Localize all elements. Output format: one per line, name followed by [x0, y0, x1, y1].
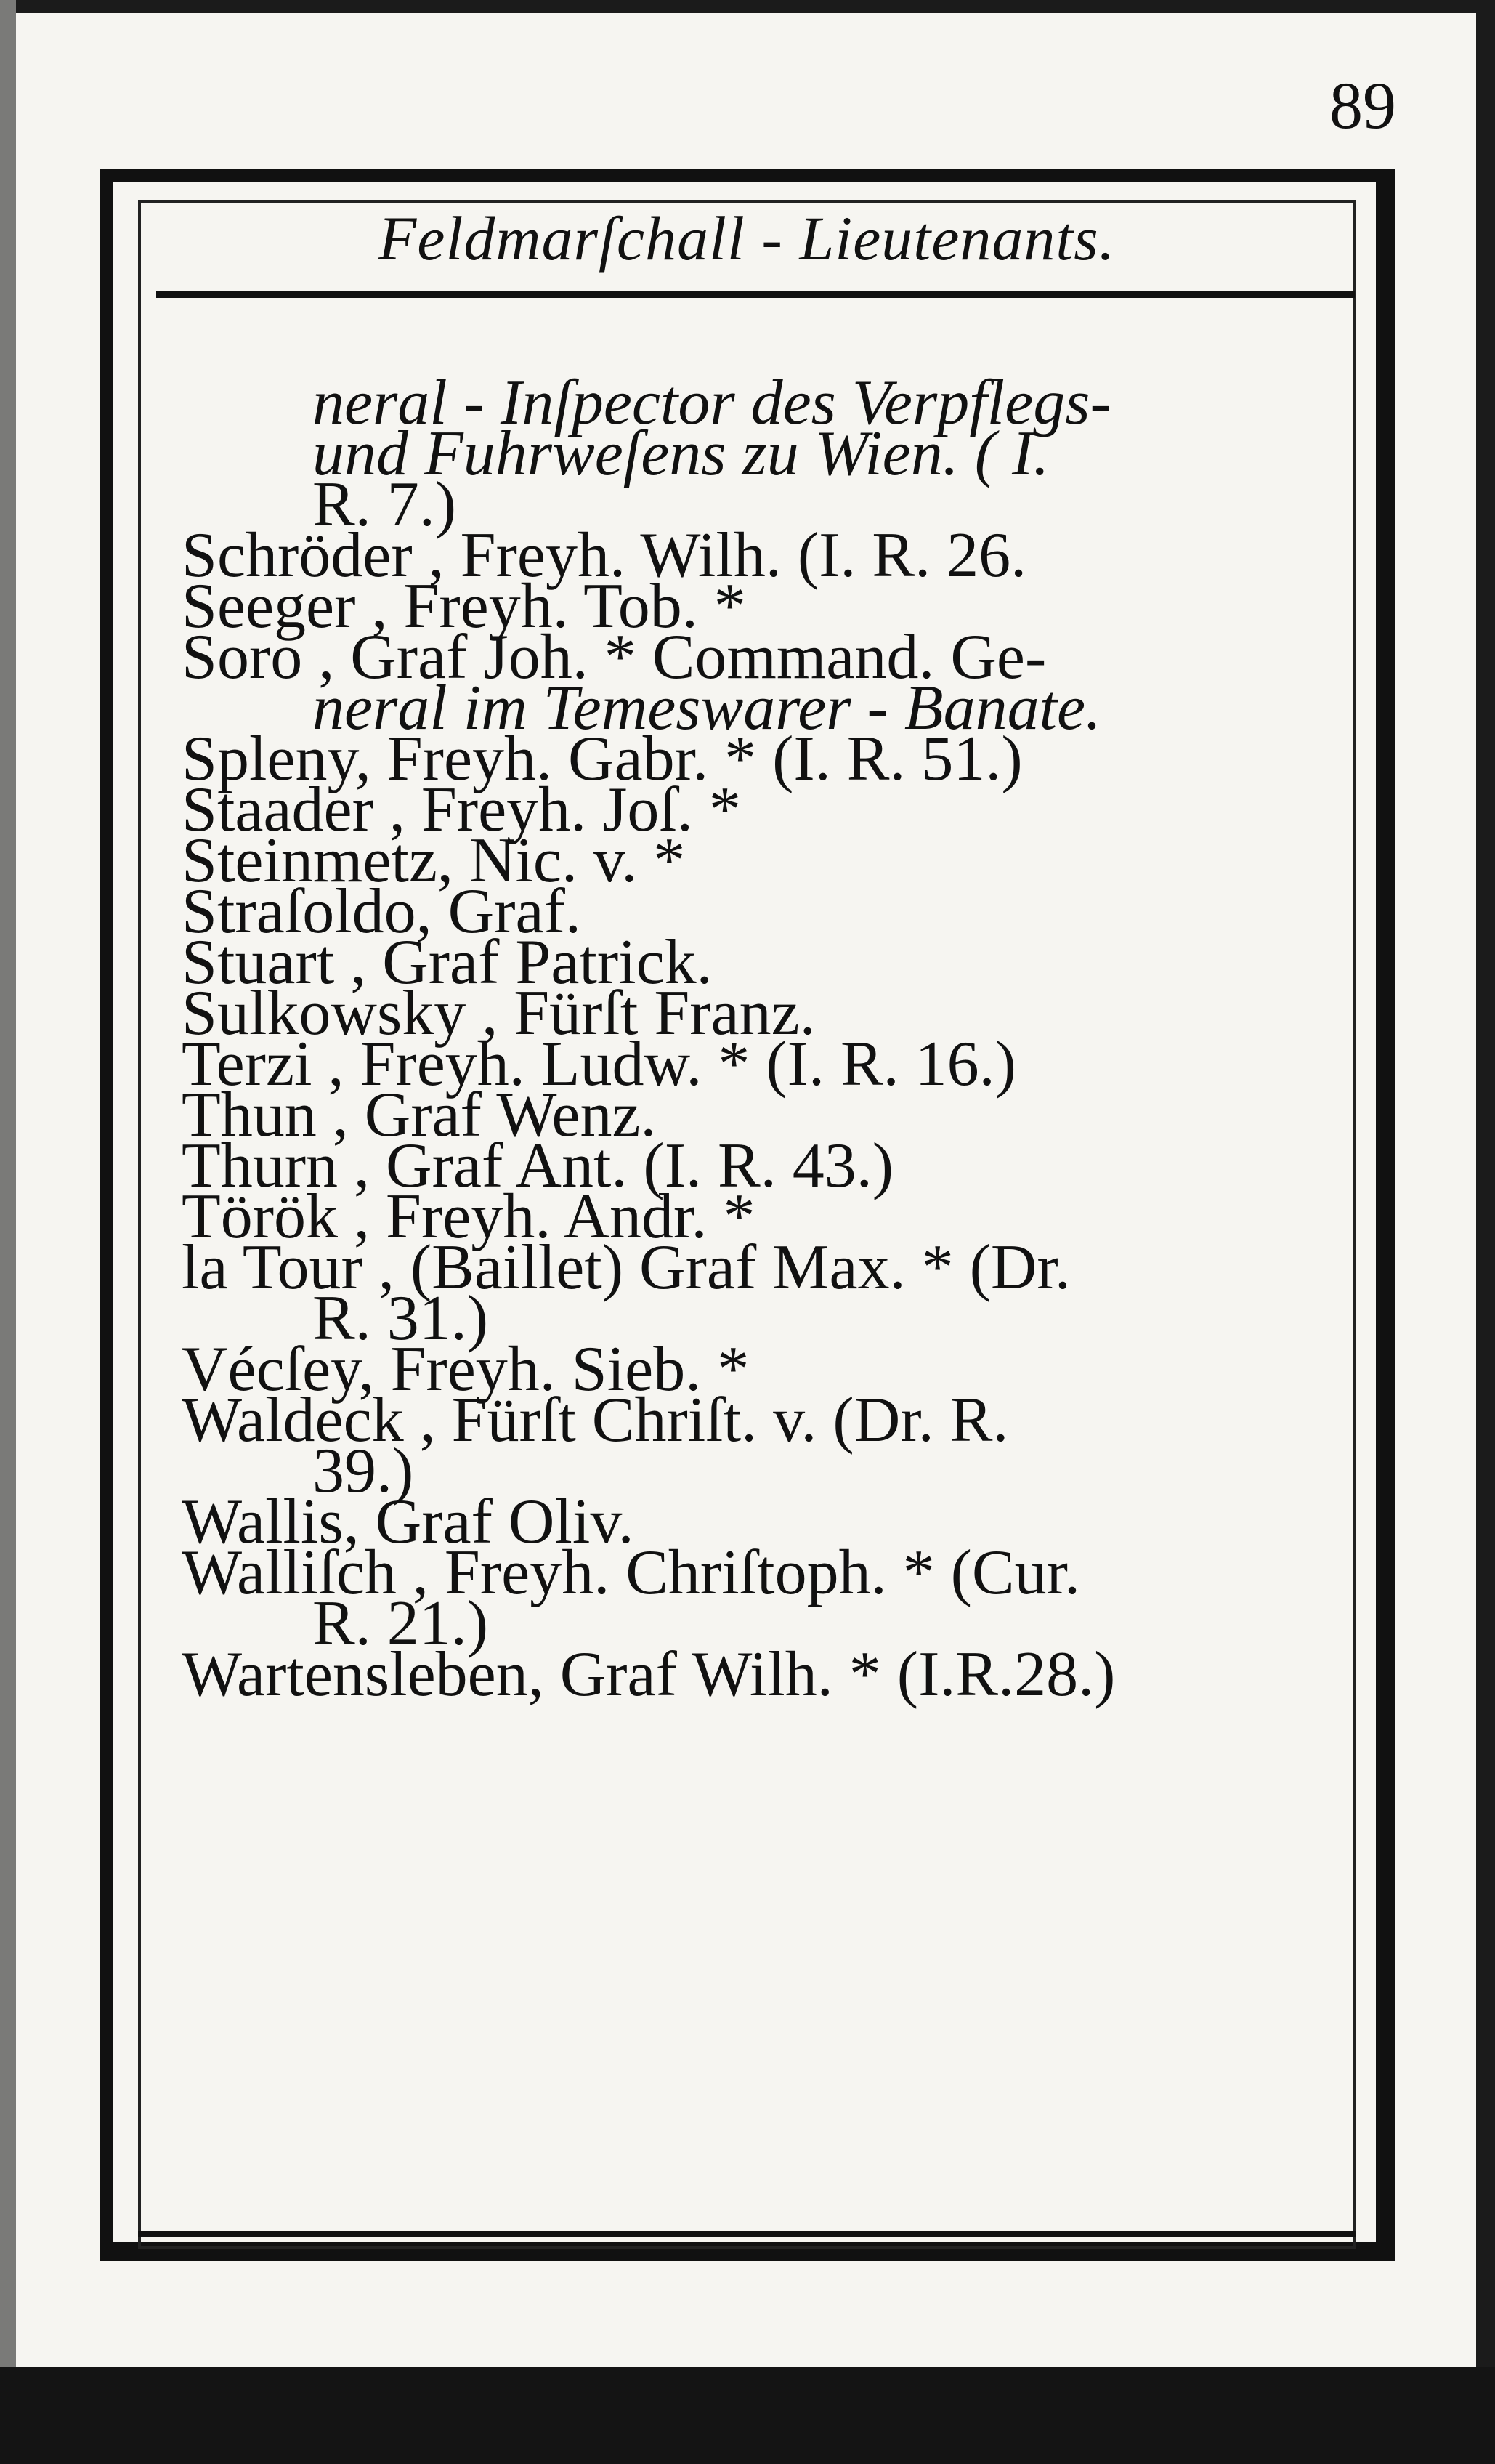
- bottom-rule: [138, 2231, 1356, 2237]
- entry-line: Straſoldo, Graf.: [182, 876, 581, 947]
- page-left-edge: [0, 0, 16, 2464]
- entry-line: Török , Freyh. Andr. *: [182, 1181, 755, 1252]
- section-title: Feldmarſchall - Lieutenants.: [378, 203, 1116, 273]
- entry-line: Walliſch , Freyh. Chriſtoph. * (Cur.: [182, 1538, 1081, 1608]
- entry-line: R. 21.): [312, 1588, 488, 1659]
- entry-line: Soro , Graf Joh. * Command. Ge-: [182, 622, 1047, 692]
- entry-line: 39.): [312, 1436, 414, 1506]
- entry-line: Vécſey, Freyh. Sieb. *: [182, 1334, 750, 1405]
- entry-line: Spleny, Freyh. Gabr. * (I. R. 51.): [182, 724, 1023, 794]
- entry-line: Stuart , Graf Patrick.: [182, 927, 713, 998]
- entry-line: Seeger , Freyh. Tob. *: [182, 571, 746, 642]
- entry-line: la Tour , (Baillet) Graf Max. * (Dr.: [182, 1232, 1071, 1303]
- entry-line: Staader , Freyh. Joſ. *: [182, 775, 741, 845]
- entry-line: Schröder , Freyh. Wilh. (I. R. 26.: [182, 520, 1027, 591]
- page-number: 89: [1329, 68, 1396, 142]
- entry-line: und Fuhrweſens zu Wien. ( I.: [312, 419, 1050, 489]
- entry-line: neral - Inſpector des Verpflegs-: [312, 368, 1111, 438]
- entry-line: R. 7.): [312, 469, 456, 540]
- entry-line: Waldeck , Fürſt Chriſt. v. (Dr. R.: [182, 1385, 1009, 1455]
- entry-line: Thun , Graf Wenz.: [182, 1080, 657, 1150]
- entry-line: Steinmetz, Nic. v. *: [182, 825, 686, 896]
- entry-line: Thurn , Graf Ant. (I. R. 43.): [182, 1131, 894, 1201]
- entry-line: Wallis, Graf Oliv.: [182, 1487, 634, 1557]
- entry-line: neral im Temeswarer - Banate.: [312, 673, 1102, 743]
- entry-line: Sulkowsky , Fürſt Franz.: [182, 978, 816, 1049]
- entry-line: R. 31.): [312, 1283, 488, 1354]
- entry-list: [182, 368, 1351, 1710]
- header-rule: [156, 291, 1355, 298]
- entry-line: Wartensleben, Graf Wilh. * (I.R.28.): [182, 1639, 1116, 1710]
- page-bottom-shadow: [0, 2367, 1495, 2464]
- entry-line: Terzi , Freyh. Ludw. * (I. R. 16.): [182, 1029, 1016, 1099]
